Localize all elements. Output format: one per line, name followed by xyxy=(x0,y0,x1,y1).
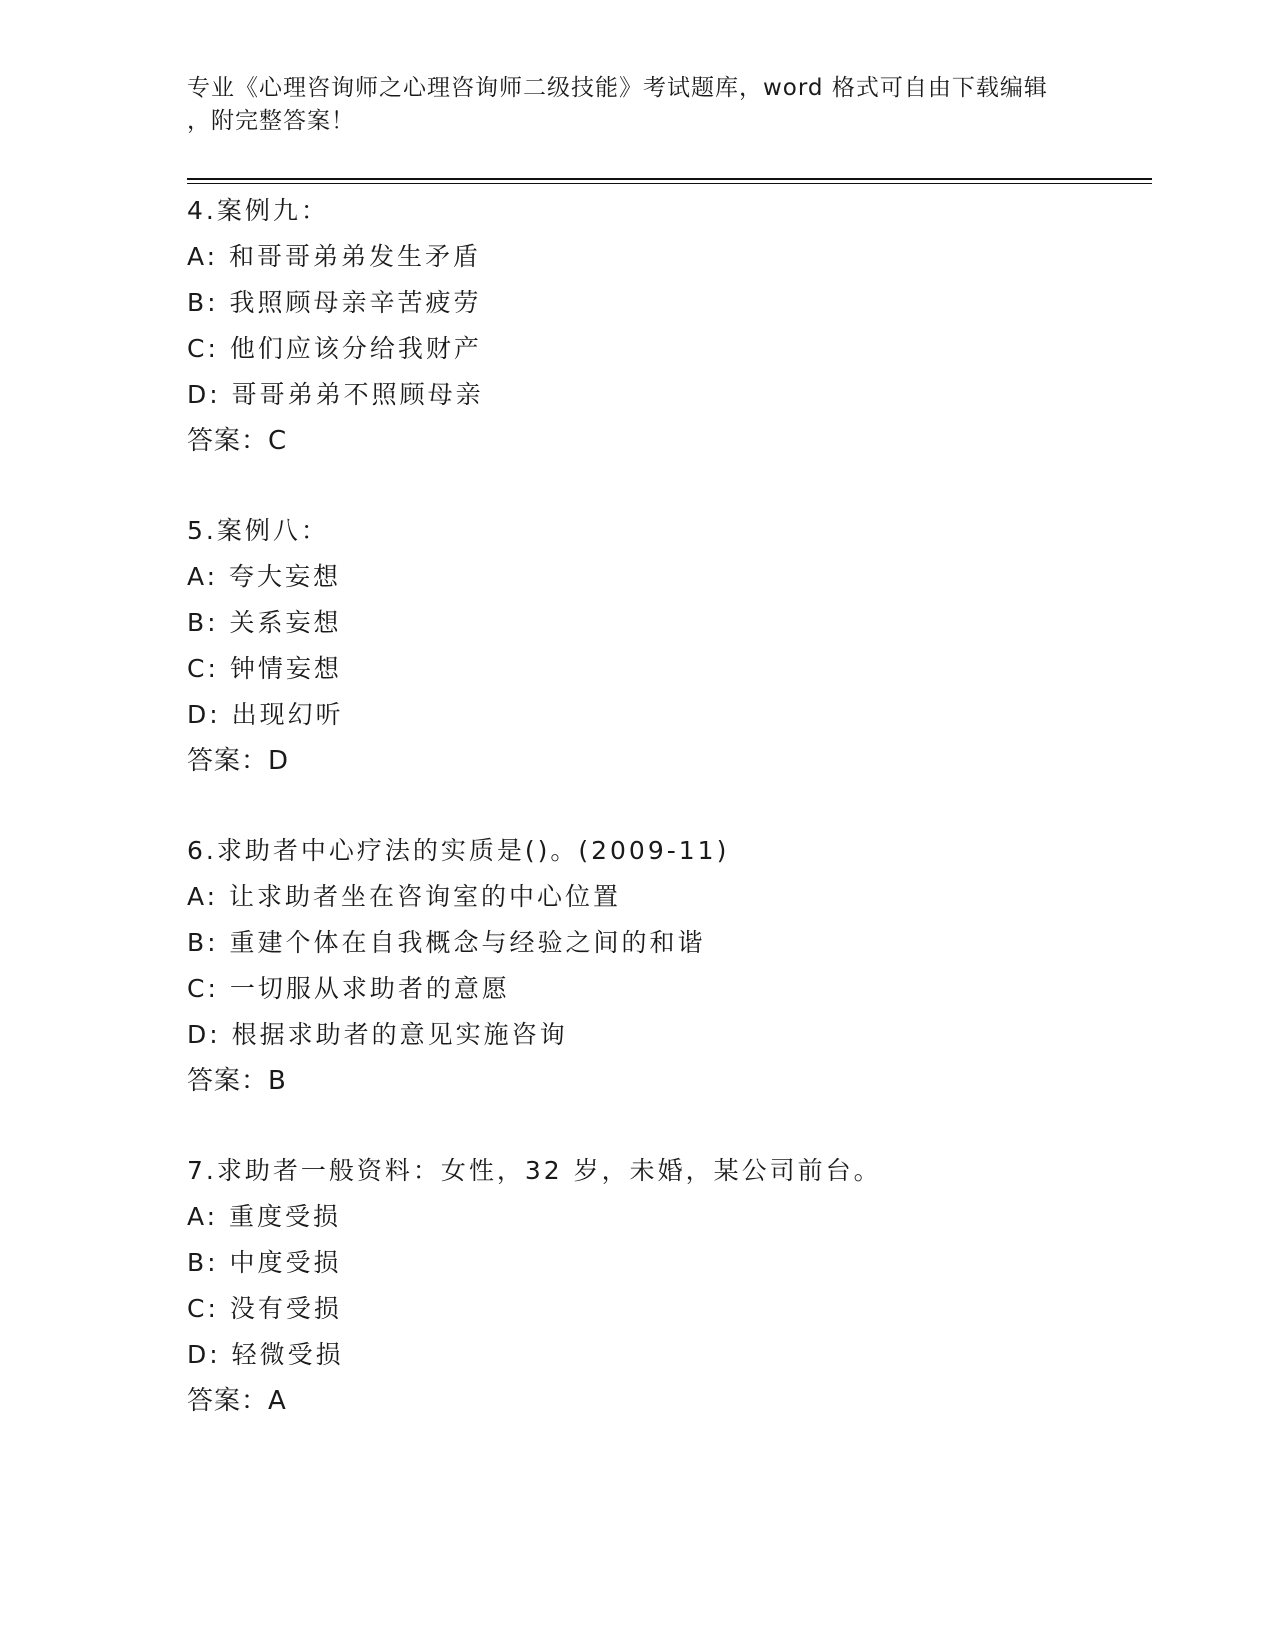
question-stem: 7.求助者一般资料：女性，32 岁，未婚，某公司前台。 xyxy=(187,1156,882,1185)
option-b: B: 中度受损 xyxy=(187,1248,342,1277)
answer-line: 答案：A xyxy=(187,1386,287,1416)
answer-line: 答案：D xyxy=(187,746,290,776)
option-b: B: 重建个体在自我概念与经验之间的和谐 xyxy=(187,928,706,957)
answer-line: 答案：B xyxy=(187,1066,287,1096)
option-b: B: 我照顾母亲辛苦疲劳 xyxy=(187,288,482,317)
option-d: D: 哥哥弟弟不照顾母亲 xyxy=(187,380,484,409)
option-d: D: 根据求助者的意见实施咨询 xyxy=(187,1020,568,1049)
question-7 xyxy=(187,1148,1147,1424)
option-d: D: 轻微受损 xyxy=(187,1340,344,1369)
header-line-2: ，附完整答案！ xyxy=(187,108,355,134)
header-line-1: 专业《心理咨询师之心理咨询师二级技能》考试题库，word 格式可自由下载编辑 xyxy=(187,75,1048,101)
question-stem: 6.求助者中心疗法的实质是()。(2009-11) xyxy=(187,836,730,865)
option-c: C: 一切服从求助者的意愿 xyxy=(187,974,510,1003)
option-b: B: 关系妄想 xyxy=(187,608,342,637)
question-6 xyxy=(187,828,1147,1104)
header-rule-thick xyxy=(187,178,1152,180)
option-c: C: 他们应该分给我财产 xyxy=(187,334,482,363)
question-list xyxy=(187,188,1147,1468)
option-a: A: 让求助者坐在咨询室的中心位置 xyxy=(187,882,622,911)
question-stem: 4.案例九： xyxy=(187,196,329,225)
option-a: A: 夸大妄想 xyxy=(187,562,342,591)
option-a: A: 和哥哥弟弟发生矛盾 xyxy=(187,242,482,271)
answer-line: 答案：C xyxy=(187,426,288,456)
option-c: C: 没有受损 xyxy=(187,1294,342,1323)
option-a: A: 重度受损 xyxy=(187,1202,342,1231)
document-header xyxy=(187,72,1087,138)
header-rule-thin xyxy=(187,183,1152,184)
option-c: C: 钟情妄想 xyxy=(187,654,342,683)
question-4 xyxy=(187,188,1147,464)
option-d: D: 出现幻听 xyxy=(187,700,344,729)
question-stem: 5.案例八： xyxy=(187,516,329,545)
question-5 xyxy=(187,508,1147,784)
